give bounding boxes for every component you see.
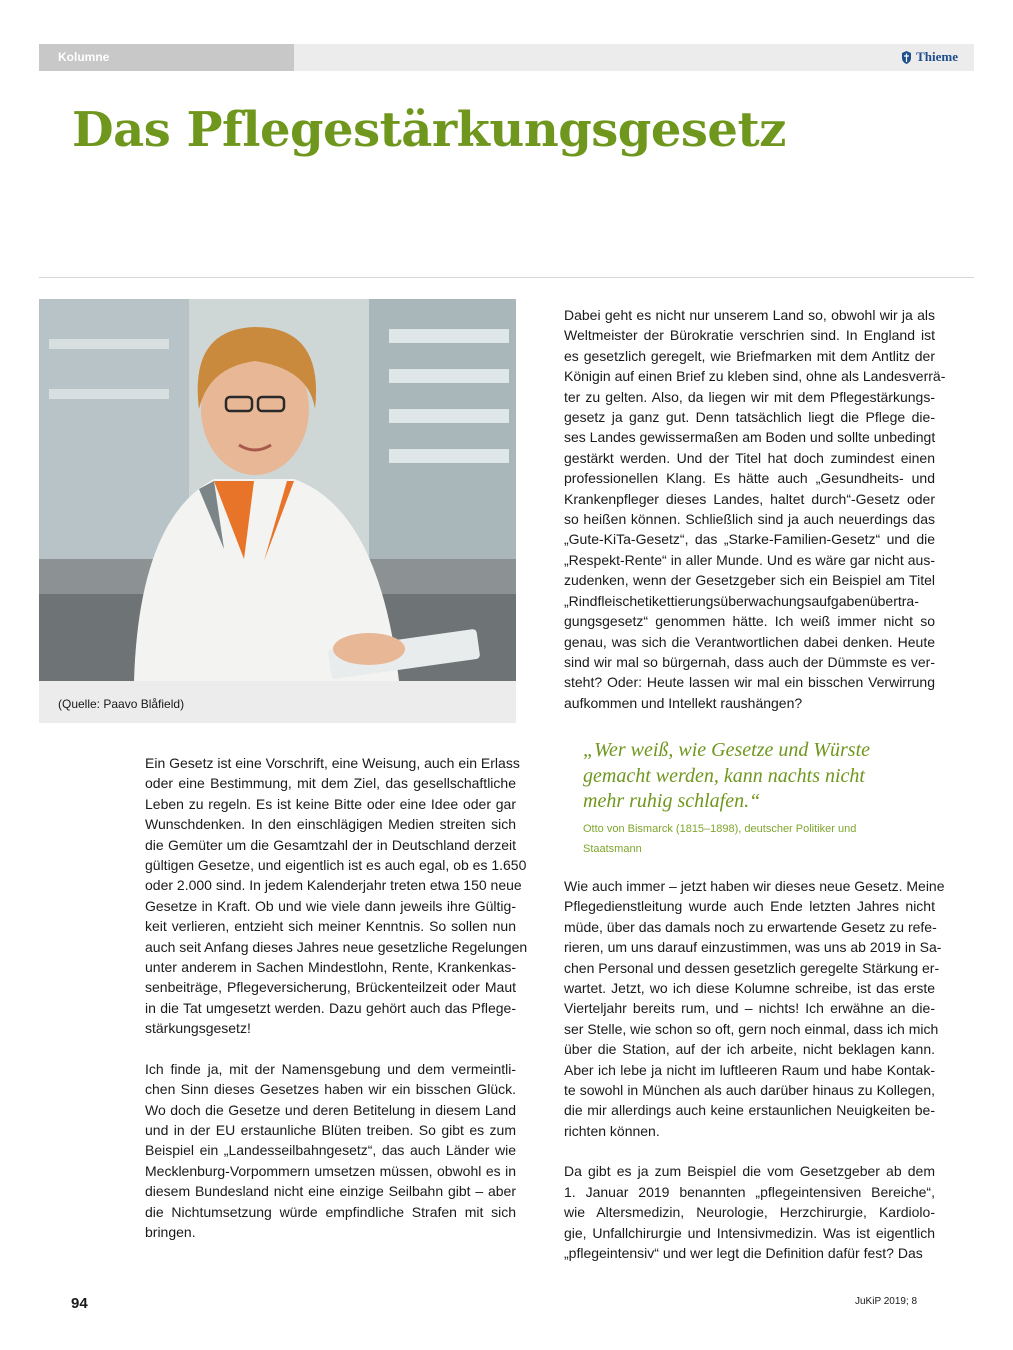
- text-line: bringen.: [145, 1223, 196, 1240]
- pull-quote-source: Otto von Bismarck (1815–1898), deutscher Politiker und Staatsmann: [583, 822, 857, 855]
- text-line: rieren, um uns darauf einzustimmen, was uns ab 2019 in Sa-: [564, 939, 942, 956]
- text-line: in die Tat umgesetzt werden. Dazu gehört auch das Pflege-: [145, 999, 516, 1016]
- text-line: wartet. Jetzt, wo ich diese Kolumne schreibe, ist das erste: [564, 980, 935, 997]
- text-line: Wie auch immer – jetzt haben wir dieses neue Gesetz. Meine: [564, 878, 945, 894]
- text-line: gültigen Gesetze, und eigentlich ist es auch egal, ob es 1.650: [145, 857, 527, 874]
- text-line: gestärkt werden. Und der Titel hat doch zumindest einen: [564, 449, 935, 466]
- text-line: professionellen Klang. Es hätte auch „Gesundheits- und: [564, 470, 935, 487]
- paragraph: [564, 876, 945, 1141]
- text-line: Ich finde ja, mit der Namensgebung und dem vermeintli-: [145, 1060, 516, 1077]
- text-line: richten können.: [564, 1122, 660, 1139]
- text-line: stärkungsgesetz!: [145, 1020, 251, 1037]
- text-line: Mecklenburg-Vorpommern umsetzen müssen, obwohl es in: [145, 1162, 516, 1179]
- pull-quote: [583, 738, 913, 859]
- text-line: genau, was sich die Verantwortlichen dabei denken. Heute: [564, 633, 935, 650]
- text-line: „Respekt-Rente“ in aller Munde. Und es wäre gar nicht aus-: [564, 551, 935, 568]
- text-line: auch seit Anfang dieses Jahres neue gesetzliche Regelungen: [145, 938, 528, 955]
- right-column-text-bottom: [564, 876, 945, 1283]
- text-line: „Rindfleischetikettierungsüberwachungsaufgabenübertra-: [564, 592, 919, 609]
- quote-line: gemacht werden, kann nachts nicht: [583, 764, 865, 787]
- article-title: Das Pflegestärkungsgesetz: [72, 102, 786, 158]
- text-line: Dabei geht es nicht nur unserem Land so, obwohl wir ja als: [564, 307, 935, 323]
- text-line: die Nichtumsetzung würde empfindliche Strafen mit sich: [145, 1203, 516, 1220]
- text-line: Wunschdenken. In den einschlägigen Medien streiten sich: [145, 816, 516, 833]
- page-number: 94: [71, 1295, 88, 1312]
- title-divider: [39, 277, 974, 278]
- text-line: ses Landes gewissermaßen am Boden und sollte unbedingt: [564, 429, 936, 446]
- text-line: wie Altersmedizin, Neurologie, Herzchirurgie, Kardiolo-: [564, 1204, 935, 1221]
- text-line: Ein Gesetz ist eine Vorschrift, eine Weisung, auch ein Erlass: [145, 755, 520, 771]
- text-line: steht? Oder: Heute lassen wir mal ein bisschen Verwirrung: [564, 674, 935, 691]
- text-line: Königin auf einen Brief zu kleben sind, ohne als Landesverrä-: [564, 368, 946, 385]
- text-line: oder 2.000 sind. In jedem Kalenderjahr treten etwa 150 neue: [145, 877, 522, 894]
- text-line: die Gemüter um die Gesamtzahl der in Deutschland derzeit: [145, 836, 516, 853]
- brand-name: Thieme: [916, 49, 958, 64]
- text-line: über die Station, auf der ich arbeite, nicht beklagen kann.: [564, 1041, 935, 1058]
- article-photo: [39, 299, 516, 681]
- paragraph: [145, 753, 528, 1039]
- text-line: keit verlieren, entzieht sich meiner Kenntnis. So sollen nun: [145, 918, 516, 935]
- text-line: Leben zu regeln. Es ist keine Bitte oder eine Idee oder gar: [145, 795, 516, 812]
- text-line: Vierteljahr bereits rum, und – nichts! Ich erwähne an die-: [564, 1000, 935, 1017]
- left-column-text: [145, 753, 528, 1262]
- text-line: chen Sinn dieses Gesetzes haben wir ein bisschen Glück.: [145, 1081, 516, 1098]
- nurse-portrait-illustration: [39, 299, 516, 681]
- text-line: die mir allerdings auch keine erstaunlichen Neuigkeiten be-: [564, 1102, 935, 1119]
- text-line: müde, über das damals noch zu erwartende Gesetz zu refe-: [564, 918, 937, 935]
- text-line: „Gute-KiTa-Gesetz“, das „Starke-Familien-Gesetz“ und die: [564, 531, 935, 548]
- journal-reference: JuKiP 2019; 8: [855, 1296, 918, 1307]
- paragraph: [564, 1161, 935, 1263]
- text-line: Aber ich lebe ja nicht im luftleeren Raum und habe Kontak-: [564, 1061, 935, 1078]
- text-line: 1. Januar 2019 benannten „pflegeintensiven Bereiche“,: [564, 1183, 935, 1200]
- text-line: zudenken, wenn der Gesetzgeber sich ein Beispiel am Titel: [564, 572, 935, 589]
- text-line: es gesetzlich geregelt, wie Briefmarken mit dem Antlitz der: [564, 347, 935, 364]
- photo-caption: (Quelle: Paavo Blåfield): [58, 697, 185, 711]
- text-line: und in der EU erstaunliche Blüten treiben. So gibt es zum: [145, 1121, 516, 1138]
- text-line: Gesetze in Kraft. Ob und wie viele dann jeweils ihre Gültig-: [145, 897, 516, 914]
- paragraph: [564, 305, 946, 713]
- text-line: te sowohl in München als auch darüber hinaus zu Kollegen,: [564, 1082, 935, 1099]
- section-label: Kolumne: [58, 50, 110, 64]
- quote-line: „Wer weiß, wie Gesetze und Würste: [583, 739, 871, 761]
- pull-quote-text: [583, 738, 913, 815]
- text-line: so heißen können. Schließlich sind ja auch neuerdings das: [564, 511, 935, 528]
- paragraph: [145, 1059, 516, 1243]
- text-line: diesem Bundesland nicht eine einzige Seilbahn gibt – aber: [145, 1183, 516, 1200]
- text-line: Da gibt es ja zum Beispiel die vom Gesetzgeber ab dem: [564, 1163, 935, 1180]
- text-line: senbeiträge, Pflegeversicherung, Brückenteilzeit oder Maut: [145, 979, 516, 996]
- text-line: gie, Unfallchirurgie und Intensivmedizin. Was ist eigentlich: [564, 1224, 935, 1241]
- text-line: „pflegeintensiv“ und wer legt die Definition dafür fest? Das: [564, 1244, 923, 1261]
- text-line: Pflegedienstleitung wurde auch Ende letzten Jahres nicht: [564, 898, 935, 915]
- thieme-logo-icon: [901, 51, 912, 64]
- text-line: gungsgesetz“ genommen hätte. Ich weiß immer nicht so: [564, 613, 935, 630]
- text-line: oder eine Bestimmung, mit dem Ziel, das gesellschaftliche: [145, 775, 516, 792]
- text-line: Wo doch die Gesetze und deren Betitelung in diesem Land: [145, 1101, 516, 1118]
- text-line: unter anderem in Sachen Mindestlohn, Rente, Krankenkas-: [145, 959, 516, 976]
- quote-line: mehr ruhig schlafen.“: [583, 790, 761, 812]
- text-line: aufkommen und Intellekt raushängen?: [564, 694, 803, 711]
- right-column-text-top: [564, 305, 946, 733]
- text-line: ser Stelle, wie schon so oft, gern noch einmal, dass ich mich: [564, 1020, 939, 1037]
- text-line: sind wir mal so bürgernah, dass auch der Dümmste es ver-: [564, 653, 935, 670]
- top-bar: [39, 44, 974, 71]
- text-line: Weltmeister der Bürokratie verschrien sind. In England ist: [564, 327, 935, 344]
- text-line: Beispiel ein „Landesseilbahngesetz“, das auch Länder wie: [145, 1142, 516, 1159]
- text-line: Krankenpfleger dieses Landes, haltet durch“-Gesetz oder: [564, 490, 935, 507]
- text-line: chen Personal und dessen gesetzlich geregelte Stärkung er-: [564, 959, 940, 976]
- publisher-brand: [901, 49, 958, 65]
- text-line: ter zu gelten. Also, da liegen wir mit dem Pflegestärkungs-: [564, 388, 935, 405]
- text-line: gesetz ja ganz gut. Denn tatsächlich liegt die Pflege die-: [564, 409, 935, 426]
- section-label-box: [39, 44, 294, 71]
- photo-caption-box: [39, 681, 516, 723]
